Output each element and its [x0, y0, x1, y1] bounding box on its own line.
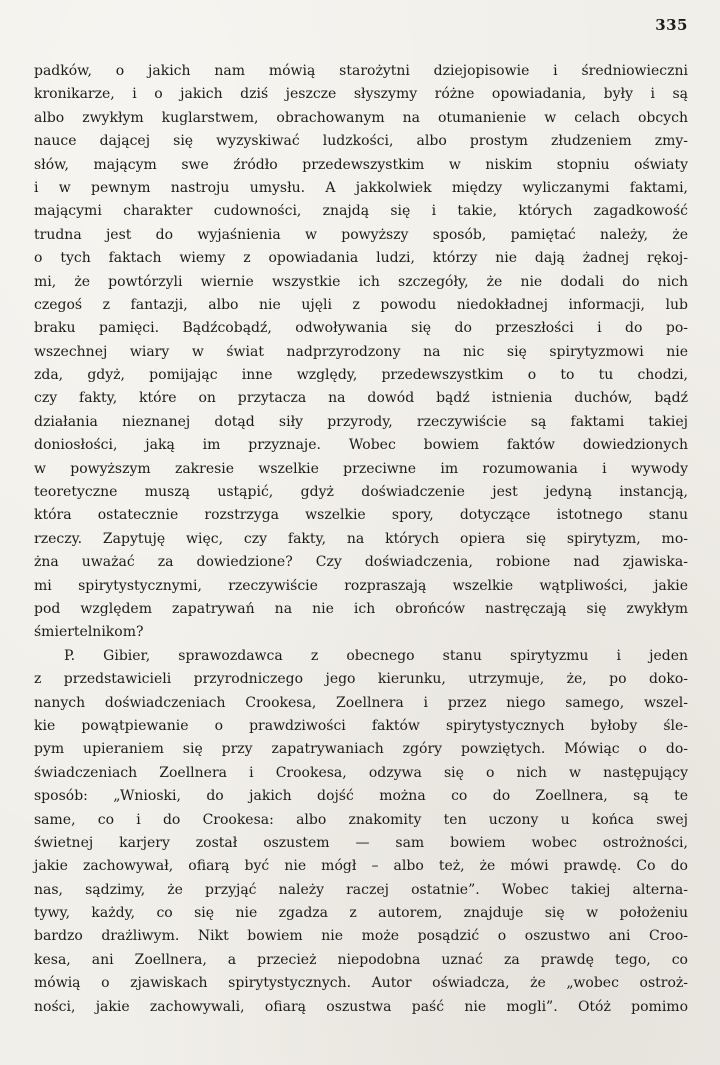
text-line: ności, jakie zachowywali, ofiarą oszustwa paść nie mogli”. Otóż pomimo — [34, 998, 688, 1015]
text-line: czy fakty, które on przytacza na dowód bądź istnienia duchów, bądź — [34, 390, 688, 407]
text-line: padków, o jakich nam mówią starożytni dziejopisowie i średniowieczni — [34, 63, 688, 79]
text-line: działania nieznanej dotąd siły przyrody, rzeczywiście są faktami takiej — [34, 413, 688, 430]
text-line: z przedstawicieli przyrodniczego jego kierunku, utrzymuje, że, po doko- — [34, 671, 688, 688]
text-line: żna uważać za dowiedzione? Czy doświadczenia, robione nad zjawiska- — [34, 554, 688, 571]
text-line: teoretyczne muszą ustąpić, gdyż doświadczenie jest jedyną instancją, — [34, 484, 688, 501]
text-line: śmiertelnikom? — [34, 624, 144, 641]
text-line: kesa, ani Zoellnera, a przecież niepodobna uznać za prawdę tego, co — [34, 951, 688, 968]
text-line: czegoś z fantazji, albo nie ujęli z powodu niedokładnej informacji, lub — [34, 296, 688, 313]
text-line: zda, gdyż, pomijając inne względy, przedewszystkim o to tu chodzi, — [34, 367, 688, 384]
text-line: tywy, każdy, co się nie zgadza z autorem, znajduje się w położeniu — [34, 905, 688, 922]
text-line: kronikarze, i o jakich dziś jeszcze słyszymy różne opowiadania, były i są — [34, 86, 688, 103]
text-line: sposób: „Wnioski, do jakich dojść można co do Zoellnera, są te — [34, 788, 688, 805]
text-line: wszechnej wiary w świat nadprzyrodzony na nic się spirytyzmowi nie — [34, 343, 688, 360]
text-line: nas, sądzimy, że przyjąć należy raczej ostatnie”. Wobec takiej alterna- — [34, 881, 688, 898]
text-line: mi, że powtórzyli wiernie wszystkie ich szczegóły, że nie dodali do nich — [34, 273, 688, 290]
text-line: mającymi charakter cudowności, znajdą się i takie, których zagadkowość — [34, 203, 688, 220]
text-line: rzeczy. Zapytuję więc, czy fakty, na których opiera się spirytyzm, mo- — [34, 530, 688, 547]
text-line: świadczeniach Zoellnera i Crookesa, odzywa się o nich w następujący — [34, 764, 688, 781]
text-line: mówią o zjawiskach spirytystycznych. Autor oświadcza, że „wobec ostroż- — [34, 975, 688, 992]
text-line: słów, mającym swe źródło przedewszystkim w niskim stopniu oświaty — [34, 156, 688, 173]
text-line: bardzo drażliwym. Nikt bowiem nie może posądzić o oszustwo ani Croo- — [34, 928, 688, 945]
text-line: P. Gibier, sprawozdawca z obecnego stanu spirytyzmu i jeden — [64, 647, 688, 664]
text-line: mi spirytystycznymi, rzeczywiście rozpraszają wszelkie wątpliwości, jakie — [34, 577, 688, 594]
text-line: i w pewnym nastroju umysłu. A jakkolwiek między wyliczanymi faktami, — [34, 179, 688, 196]
text-line: braku pamięci. Bądźcobądź, odwoływania się do przeszłości i do po- — [34, 320, 688, 337]
paragraph-2 — [34, 645, 688, 1019]
text-line: same, co i do Crookesa: albo znakomity ten uczony u końca swej — [34, 811, 688, 828]
text-line: pym upieraniem się przy zapatrywaniach zgóry powziętych. Mówiąc o do- — [34, 741, 688, 758]
text-line: świetnej karjery został oszustem — sam bowiem wobec ostrożności, — [34, 834, 688, 851]
text-line: trudna jest do wyjaśnienia w powyższy sposób, pamiętać należy, że — [34, 226, 688, 243]
text-line: jakie zachowywał, ofiarą być nie mógł – albo też, że mówi prawdę. Co do — [34, 858, 688, 875]
text-line: o tych faktach wiemy z opowiadania ludzi, którzy nie dają żadnej rękoj- — [34, 250, 688, 267]
text-line: pod względem zapatrywań na nie ich obrońców nastręczają się zwykłym — [34, 600, 688, 617]
text-line: nanych doświadczeniach Crookesa, Zoellnera i przez niego samego, wszel- — [34, 694, 688, 711]
text-line: albo zwykłym kuglarstwem, obrachowanym na otumanienie w celach obcych — [34, 109, 688, 126]
text-line: kie powątpiewanie o prawdziwości faktów spirytystycznych byłoby śle- — [34, 717, 688, 734]
body-text — [34, 60, 688, 1019]
text-line: doniosłości, jaką im przyznaje. Wobec bowiem faktów dowiedzionych — [34, 437, 688, 454]
text-line: nauce dającej się wyzyskiwać ludzkości, albo prostym złudzeniem zmy- — [34, 133, 688, 150]
paragraph-1 — [34, 60, 688, 645]
text-line: która ostatecznie rozstrzyga wszelkie spory, dotyczące istotnego stanu — [34, 507, 688, 524]
text-line: w powyższym zakresie wszelkie przeciwne im rozumowania i wywody — [34, 460, 688, 477]
page-number: 335 — [655, 16, 688, 34]
